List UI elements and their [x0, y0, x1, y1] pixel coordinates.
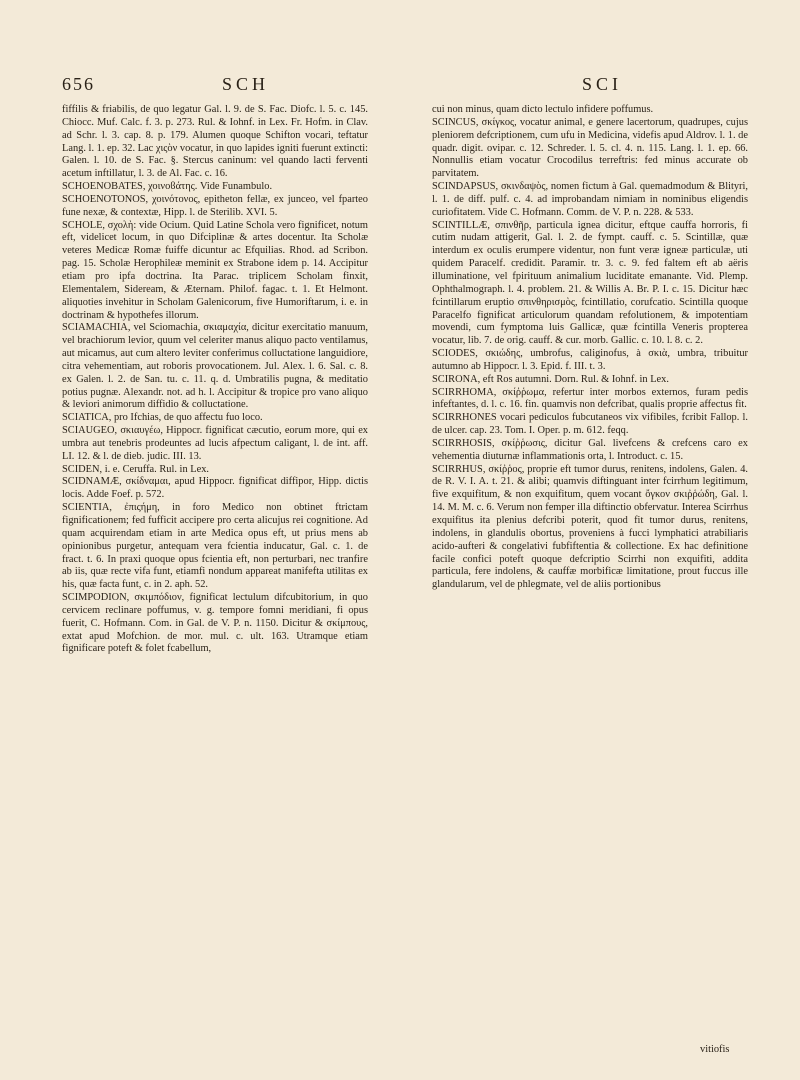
entry-paragraph: SCINDAPSUS, σκινδαψὸς, nomen fictum à Gal. quemadmodum & Blityri, l. 1. de diff. pulf. c. 4. ad improbandam nimiam in nominibus eligendis curiofitatem. Vide C. Hofmann. Comm. de V. P. n. 228. & 533.	[432, 181, 748, 218]
entry-paragraph: SCIRRHONES vocari pediculos fubcutaneos vix vifibiles, fcribit Fallop. l. de ulcer. cap. 23. Tom. I. Oper. p. m. 612. feqq.	[432, 412, 748, 437]
entry-paragraph: SCIAMACHIA, vel Sciomachia, σκιαμαχία, dicitur exercitatio manuum, vel brachiorum levior, quum vel celeriter manus aliquo pacto ventilamus, aut micamus, aut cum altero leviter conferimus colluctatione languidiore, citra vehementiam, aut roboris provocationem. Jul. Alex. l. 6. Sal. c. 8. ex Galen. l. 2. de San. tu. c. 11. q. d. Umbratilis pugna, & meditatio potius pugnæ. Alexandr. not. ad h. l. Accipitur & tropice pro vano aliquo & leviori animorum diffidio & colluctatione.	[62, 322, 368, 411]
left-column	[62, 104, 368, 656]
catchword: vitiofis	[700, 1044, 730, 1055]
entry-paragraph: SCIDNAMÆ, σκίδναμαι, apud Hippocr. fignificat diffipor, Hipp. dictis locis. Adde Foef. p. 572.	[62, 476, 368, 501]
entry-paragraph: SCIRONA, eft Ros autumni. Dorn. Rul. & Iohnf. in Lex.	[432, 373, 669, 385]
entry-paragraph: SCIDEN, i. e. Ceruffa. Rul. in Lex.	[62, 463, 209, 475]
entry-paragraph: SCIRRHOSIS, σκίῤῥωσις, dicitur Gal. livefcens & crefcens caro ex vehementia diuturnæ inflammationis orta, l. Introduct. c. 15.	[432, 437, 748, 462]
running-header	[62, 74, 744, 96]
entry-paragraph: SCIMPODION, σκιμπόδιον, fignificat lectulum difcubitorium, in quo cervicem reclinare poffumus, v. g. tempore fomni meridiani, fi opus fuerit, C. Hofmann. Com. in Gal. de V. P. n. 1150. Dicitur & σκίμπους, extat apud Mofchion. de mor. mul. c. ult. 163. Utramque etiam fignificare poteft & folet fcabellum,	[62, 592, 368, 655]
entry-paragraph: SCIODES, σκιώδης, umbrofus, caliginofus, à σκιὰ, umbra, tribuitur autumno ab Hippocr. l. 3. Epid. f. III. t. 3.	[432, 348, 748, 372]
entry-paragraph: cui non minus, quam dicto lectulo infidere poffumus.	[432, 104, 654, 115]
entry-paragraph: SCIRRHOMA, σκίῤῥωμα, refertur inter morbos externos, furam pedis infeftantes, d. l. c. 16. fin. quamvis non defcribat, qualis proprie affectus fit.	[432, 386, 748, 411]
left-running-title: SCH	[222, 74, 270, 94]
right-column	[432, 104, 748, 592]
entry-paragraph: SCIRRHUS, σκίῤῥος, proprie eft tumor durus, renitens, indolens, Galen. 4. de R. V. I. A. t. 21. & alibi; quamvis diftinguant inter fcirrhum legitimum, five exquifitum, & non exquifitum, quem vocant ὄγκον σκιῤῥώδη, Gal. l. 14. M. M. c. 6. Verum non femper illa diftinctio obfervatur. Interea Scirrhus exquifitus ita plenius defcribi poterit, quod fit tumor durus, renitens, indolens, in glandulis obortus, proveniens à fucci lymphatici atrabiliaris acido-aufteri & congelativi fubfiftentia & collectione. Ex hac definitione facile confici poteft quoque defcriptio Scirrhi non exquifiti, addita particula, fere indolens, & cauffæ morbificæ limitatione, prout fuccus ille glandularum, vel de phlegmate, vel de aliis portionibus	[432, 463, 748, 591]
entry-paragraph: SCINTILLÆ, σπινθῆρ, particula ignea dicitur, eftque cauffa horroris, fi cutim nudam attigerit, Gal. l. 2. de fympt. cauff. c. 5. Scintillæ, quæ interdum ex oculis erumpere videntur, non funt veræ igneæ particulæ, uti quidem Paracelf. credidit. Paramir. tr. 3. c. 9. fed faltem eft ab aëris illuminatione, vel fpirituum animalium luciditate emanante. Vid. Plemp. Ophthalmograph. l. 4. problem. 21. & Willis A. Br. P. I. c. 15. Dicitur hæc fcintillarum eruptio σπινθηρισμὸς, fcintillatio, corufcatio. Scintilla quoque Paracelfo fignificat articulorum quandam refolutionem, & impotentiam movendi, cum fymptoma luis Gallicæ, quæ fcintilla Veneris propterea vocatur, lib. 7. de orig. cauff. & cur. morb. Gallic. c. 10. l. 8. c. 2.	[432, 219, 748, 347]
entry-paragraph: SCHOLE, σχολὴ: vide Ocium. Quid Latine Schola vero fignificet, notum eft, videlicet locum, in quo Difciplinæ & artes docentur. Ita Scholæ veteres Medicæ Romæ fuiffe dicuntur ac Efquilias. Rhod. ad Scribon. pag. 15. Scholæ Herophileæ meminit ex Strabone idem p. 14. Accipitur etiam pro ipfa doctrina. Ita Parac. triplicem Scholam finxit, Elementalem, Sideream, & Æternam. Philof. fagac. t. 1. Et Helmont. aliquoties invehitur in Scholam Galenicorum, five Humoriftarum, i. e. in doctrinam & hypothefes illorum.	[62, 219, 368, 321]
entry-paragraph: SCHOENOBATES, χοινοϐάτης. Vide Funambulo.	[62, 181, 273, 193]
right-running-title: SCI	[582, 74, 623, 94]
page-number: 656	[62, 74, 95, 94]
entry-paragraph: SCIENTIA, ἐπιςήμη, in foro Medico non obtinet ftrictam fignificationem; fed fufficit accipere pro certa alicujus rei cognitione. Ad quam acquirendam etiam in arte Medica opus eft, ut prius mens ab opinionibus purgetur, antequam vera fcientia inducatur, Gal. c. 1. de fract. t. 6. In praxi quoque opus fcientia eft, non perturbari, nec tranfire ab iis, quæ recte vifa funt, etiamfi nondum appareat manifefta utilitas ex his, quæ facta funt, c. in 2. aph. 52.	[62, 502, 368, 591]
entry-paragraph: SCINCUS, σκίγκος, vocatur animal, e genere lacertorum, quadrupes, cujus pleniorem defcriptionem, cum ufu in Medicina, videfis apud Aldrov. l. 1. de quadr. digit. ovipar. c. 12. Schreder. l. 5. cl. 4. n. 115. Lang. l. 1. ep. 66. Nonnullis etiam vocatur Crocodilus terreftris: fed minus accurate ob parvitatem.	[432, 116, 748, 180]
entry-paragraph: SCIAUGEO, σκιαυγέω, Hippocr. fignificat cæcutio, eorum more, qui ex umbra aut tenebris prodeuntes ad lucis afpectum caligant, l. de int. aff. LI. 12. & l. de dieb. judic. III. 13.	[62, 425, 368, 462]
entry-paragraph: fiffilis & friabilis, de quo legatur Gal. l. 9. de S. Fac. Diofc. l. 5. c. 145. Chiocc. Muf. Calc. f. 3. p. 273. Rul. & Iohnf. in Lex. Fr. Hofm. in Clav. ad Schr. l. 3. cap. 8. p. 179. Alumen quoque Schifton vocari, teftatur Lang. l. 1. ep. 32. Lac χιςὸν vocatur, in quo lapides igniti fuerunt extincti: Galen. l. 10. de S. Fac. §. Stercus caninum: vel quando lacti ferventi acetum inftillatur, l. 3. de Al. Fac. c. 16.	[62, 104, 368, 180]
entry-paragraph: SCHOENOTONOS, χοινότονος, epitheton fellæ, ex junceo, vel fparteo fune nexæ, & contextæ, Hipp. l. de Sterilib. XVI. 5.	[62, 193, 368, 218]
entry-paragraph: SCIATICA, pro Ifchias, de quo affectu fuo loco.	[62, 412, 263, 424]
